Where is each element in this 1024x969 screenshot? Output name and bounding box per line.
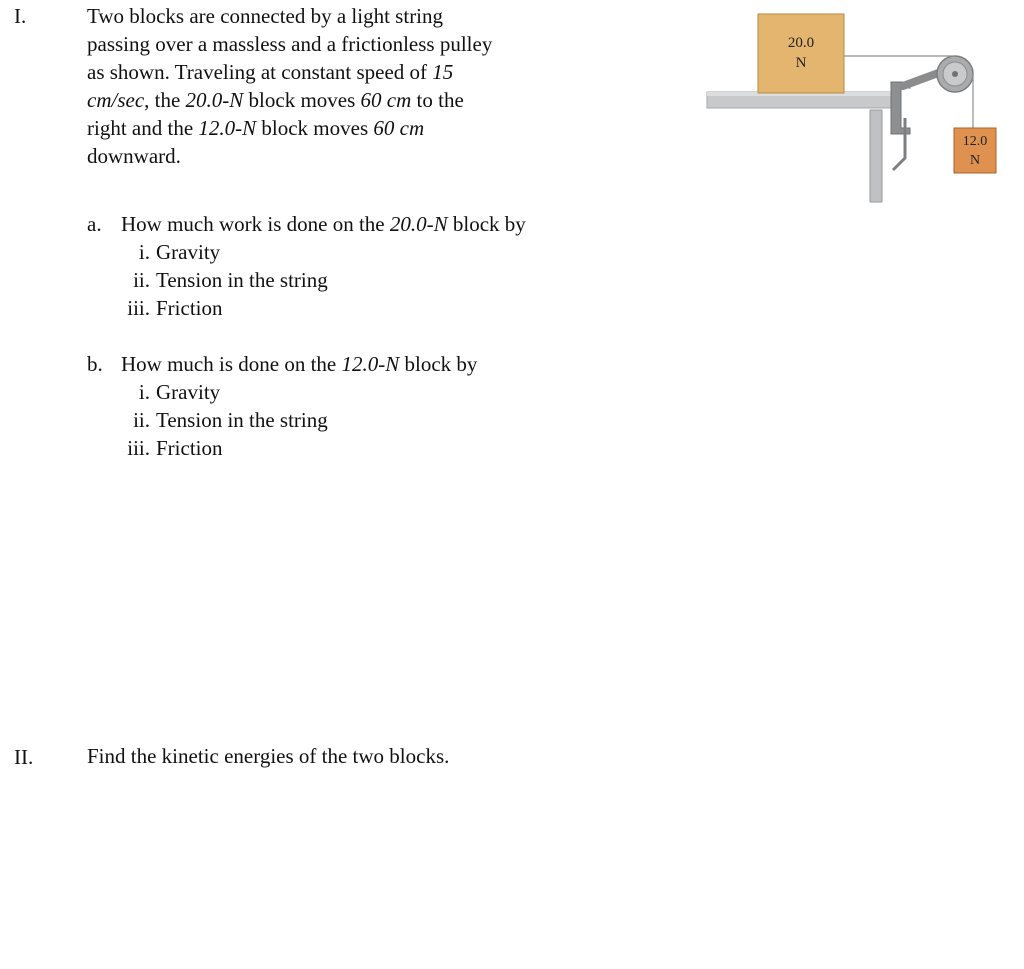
pulley-clamp <box>891 82 910 134</box>
problem-1-text-segment-7: 12.0-N <box>198 116 257 140</box>
part-b-question-segment-1: 12.0-N <box>341 352 400 376</box>
part-b-item-3: iii. Friction <box>127 436 223 460</box>
part-a-question-segment-2: block by <box>447 212 526 236</box>
problem-1-text-segment-0: Two blocks are connected by a light string passing over a massless and a frictionless pulley as shown. Traveling at constant speed of <box>87 4 493 84</box>
part-a-question <box>87 210 526 238</box>
problem-2-text: Find the kinetic energies of the two blocks. <box>87 744 450 768</box>
problem-1-text <box>87 2 507 170</box>
table-leg <box>870 110 882 202</box>
problem-1-number: I. <box>14 4 27 28</box>
pulley-arm <box>903 72 941 86</box>
part-b-item-2: ii. Tension in the string <box>133 408 328 432</box>
pulley-figure <box>705 10 1005 205</box>
part-a-question-segment-1: 20.0-N <box>389 212 448 236</box>
part-a-letter: a. <box>87 212 102 236</box>
part-b-items <box>110 378 328 462</box>
problem-1-text-segment-1: 15 cm/sec <box>87 60 454 112</box>
problem-1-text-segment-8: block moves <box>256 116 374 140</box>
part-b-question-segment-2: block by <box>399 352 478 376</box>
part-b-question-segment-0: How much is done on the <box>121 352 342 376</box>
block-20N <box>758 14 844 93</box>
block-20N-label-unit: N <box>795 55 807 71</box>
problem-1-text-segment-10: downward. <box>87 144 181 168</box>
block-20N-label-value: 20.0 <box>787 35 815 51</box>
part-b-question <box>87 350 477 378</box>
part-a-item-3: iii. Friction <box>127 296 223 320</box>
part-b-letter: b. <box>87 352 103 376</box>
problem-1-text-segment-4: block moves <box>243 88 361 112</box>
block-12N-label-unit: N <box>969 153 981 168</box>
problem-1-text-segment-9: 60 cm <box>373 116 425 140</box>
problem-1-text-segment-2: , the <box>144 88 186 112</box>
part-a-item-2: ii. Tension in the string <box>133 268 328 292</box>
problem-1-text-segment-5: 60 cm <box>360 88 412 112</box>
problem-1-text-segment-6: to the right and the <box>87 88 464 140</box>
part-a-question-segment-0: How much work is done on the <box>121 212 390 236</box>
part-b-question-text <box>121 352 477 376</box>
part-a-question-text <box>121 212 526 236</box>
part-b-item-1: i. Gravity <box>138 380 221 404</box>
part-a-item-1: i. Gravity <box>138 240 221 264</box>
problem-1-text-segment-3: 20.0-N <box>185 88 244 112</box>
problem-2-number: II. <box>14 745 34 769</box>
block-12N-label-value: 12.0 <box>962 134 988 149</box>
pulley-diagram <box>705 10 1005 205</box>
pulley-axle <box>952 71 958 77</box>
part-a-items <box>110 238 328 322</box>
